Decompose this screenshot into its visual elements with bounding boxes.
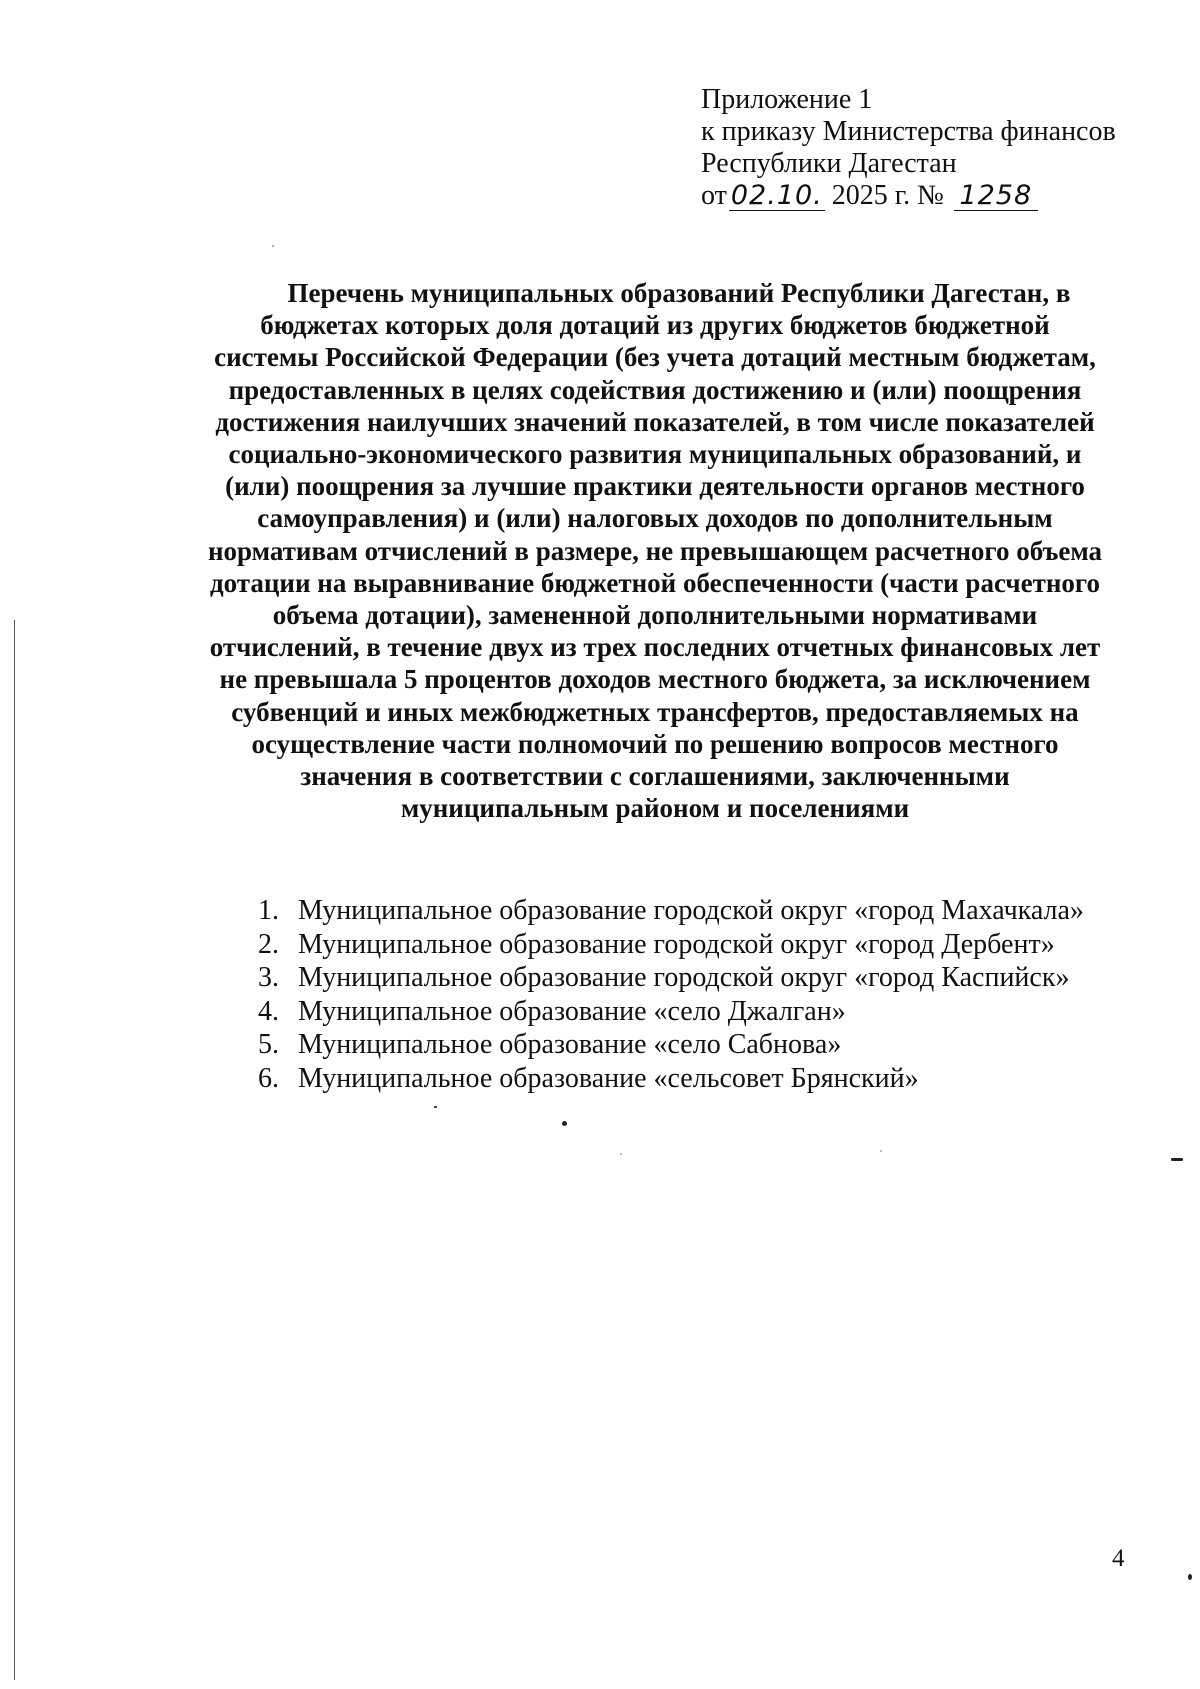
list-item-number: 4. [258,995,279,1027]
list-item [258,894,1084,928]
handwritten-order-number: 1258 [954,182,1038,211]
title-line: отчислений, в течение двух из трех последних отчетных финансовых лет [209,632,1101,663]
list-item [258,995,1084,1029]
list-item-number: 5. [258,1029,279,1060]
title-line: субвенций и иных межбюджетных трансфертов, предоставляемых на [231,696,1079,727]
scan-speck [1171,1158,1183,1161]
title-line: осуществление части полномочий по решению вопросов местного [251,728,1059,759]
list-item [258,1062,1084,1096]
title-line: предоставленных в целях содействия достижению и (или) поощрения [228,374,1082,405]
list-item-number: 6. [258,1062,279,1094]
scan-speck [562,1121,567,1126]
document-title [180,277,1130,824]
title-line: значения в соответствии с соглашениями, заключенными [300,761,1010,792]
scan-speck [272,245,274,247]
date-year: 2025 г. № [824,180,944,211]
list-item-text: Муниципальное образование «сельсовет Брянский» [298,1062,919,1094]
list-item-number: 3. [258,962,279,993]
list-item-text: Муниципальное образование городской округ «город Махачкала» [298,895,1084,926]
title-line: объема дотации), замененной дополнительными нормативами [272,600,1038,631]
scan-edge-line [14,620,15,1680]
title-line: дотации на выравнивание бюджетной обеспеченности (части расчетного [209,567,1101,598]
title-line: бюджетах которых доля дотаций из других бюджетов бюджетной [260,310,1050,341]
title-line: достижения наилучших значений показателей, в том числе показателей [215,406,1095,437]
handwritten-date: 02.10. [730,180,823,211]
list-item [258,1028,1084,1062]
title-line: Перечень муниципальных образований Республики Дагестан, в [287,278,1071,308]
appendix-line-3: Республики Дагестан [701,148,957,179]
appendix-line-2: к приказу Министерства финансов [701,116,1116,147]
list-item-text: Муниципальное образование городской округ «город Дербент» [298,928,1055,960]
list-item [258,961,1084,995]
order-date-line [701,180,1116,212]
title-line: муниципальным районом и поселениями [400,793,910,824]
list-item-text: Муниципальное образование «село Сабнова» [298,1029,842,1060]
scan-speck [620,1153,622,1155]
title-line: системы Российской Федерации (без учета дотаций местным бюджетам, [214,342,1096,373]
title-line: самоуправления) и (или) налоговых доходов по дополнительным [257,503,1053,534]
list-item-number: 2. [258,928,279,960]
list-item-text: Муниципальное образование «село Джалган» [298,995,846,1027]
page-number: 4 [1112,1545,1125,1572]
scan-speck [434,1106,437,1108]
scan-speck [1188,1574,1192,1580]
title-line: нормативам отчислений в размере, не превышающем расчетного объема [207,535,1103,566]
list-item-text: Муниципальное образование городской округ «город Каспийск» [298,962,1070,993]
municipality-list [258,894,1084,1095]
list-item [258,928,1084,962]
title-line: (или) поощрения за лучшие практики деятельности органов местного [225,471,1085,502]
title-line: социально-экономического развития муниципальных образований, и [228,439,1082,470]
list-item-number: 1. [258,895,279,926]
scan-speck [880,1150,882,1152]
title-line: не превышала 5 процентов доходов местного бюджета, за исключением [219,664,1091,695]
date-prefix: от [701,180,727,211]
appendix-line-1: Приложение 1 [701,84,873,115]
appendix-header [701,84,1116,212]
